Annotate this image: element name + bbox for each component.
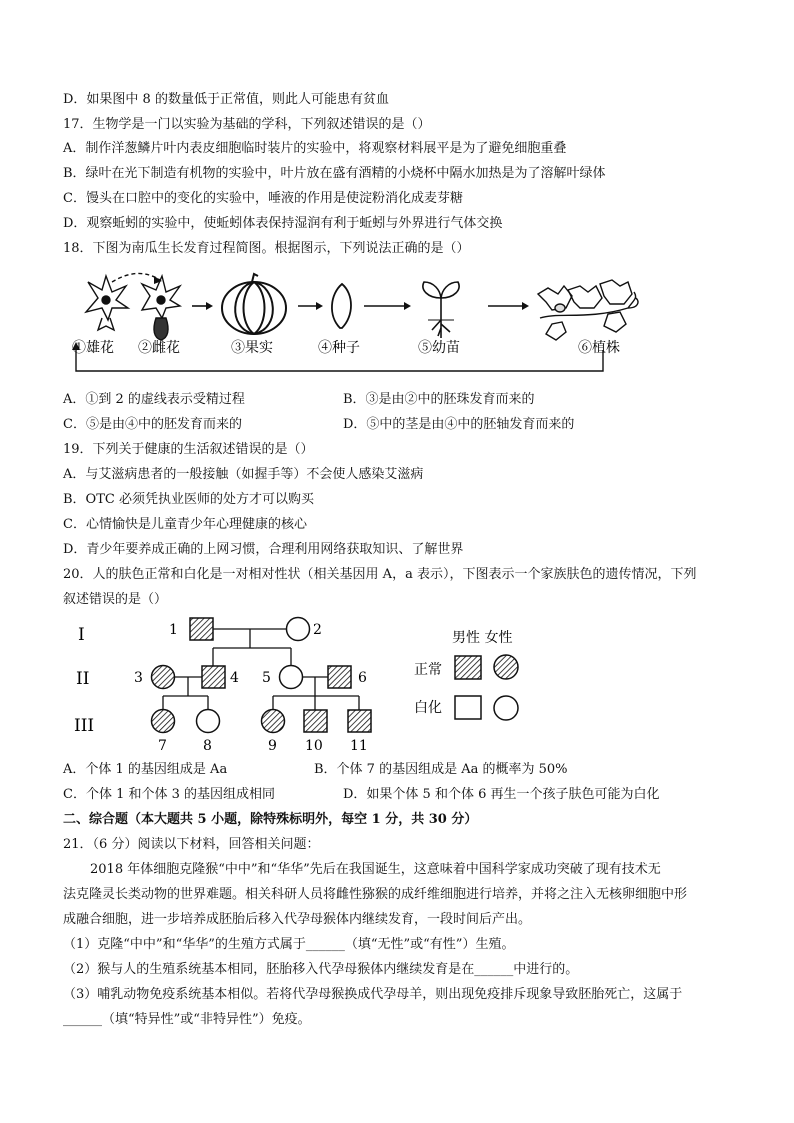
individual-4-normal-male	[202, 666, 225, 688]
pumpkin-fruit-icon	[222, 274, 286, 334]
q17-option-a: A．制作洋葱鳞片叶内表皮细胞临时装片的实验中，将观察材料展平是为了避免细胞重叠	[63, 141, 567, 156]
q19-option-a: A．与艾滋病患者的一般接触（如握手等）不会使人感染艾滋病	[63, 467, 424, 482]
q17-option-d: D．观察蚯蚓的实验中，使蚯蚓体表保持湿润有利于蚯蚓与外界进行气体交换	[63, 216, 503, 231]
q16-option-d: D．如果图中 8 的数量低于正常值，则此人可能患有贫血	[63, 92, 389, 107]
gen-label-iii: III	[74, 716, 95, 736]
q21-paragraph-line2: 法克隆灵长类动物的世界难题。相关科研人员将雌性猕猴的成纤维细胞进行培养，并将之注入无核卵细胞中形	[63, 887, 688, 902]
id-1: 1	[169, 622, 178, 638]
label-fruit: ③果实	[231, 340, 273, 356]
label-male-flower: ①雄花	[72, 340, 114, 356]
label-plant: ⑥植株	[578, 340, 620, 356]
arrowhead-4	[522, 302, 529, 310]
id-11: 11	[350, 738, 368, 754]
q17-option-b: B．绿叶在光下制造有机物的实验中，叶片放在盛有酒精的小烧杯中隔水加热是为了溶解叶绿体	[63, 166, 606, 181]
id-8: 8	[203, 738, 212, 754]
q21-sub3-line2: ______（填“特异性”或“非特异性”）免疫。	[63, 1012, 311, 1027]
arrowhead-1	[206, 302, 213, 310]
individual-7-normal-female	[152, 710, 175, 733]
legend-albino-male	[455, 696, 481, 719]
q21-sub2: （2）猴与人的生殖系统基本相同，胚胎移入代孕母猴体内继续发育是在______中进行的。	[63, 962, 579, 977]
q20-option-c: C．个体 1 和个体 3 的基因组成相同	[63, 787, 276, 802]
individual-9-normal-female	[262, 710, 285, 733]
gen-label-ii: II	[76, 669, 90, 689]
individual-5-albino-female	[280, 666, 303, 689]
q20-option-d: D．如果个体 5 和个体 6 再生一个孩子肤色可能为白化	[343, 787, 660, 802]
id-3: 3	[134, 670, 143, 686]
q18-option-b: B．③是由②中的胚珠发育而来的	[343, 392, 535, 407]
individual-6-normal-male	[328, 666, 351, 688]
q18-option-c: C．⑤是由④中的胚发育而来的	[63, 417, 242, 432]
q19-option-c: C．心情愉快是儿童青少年心理健康的核心	[63, 517, 307, 532]
q20-option-b: B．个体 7 的基因组成是 Aa 的概率为 50%	[314, 762, 568, 777]
id-6: 6	[358, 670, 367, 686]
q21-paragraph-line1: 2018 年体细胞克隆猴“中中”和“华华”先后在我国诞生，这意味着中国科学家成功突破了现有技术无	[90, 862, 661, 877]
q21-stem: 21．（6 分）阅读以下材料，回答相关问题：	[63, 837, 320, 852]
id-7: 7	[158, 738, 167, 754]
pedigree-figure	[72, 614, 522, 754]
id-5: 5	[262, 670, 271, 686]
section-2-heading: 二、综合题（本大题共 5 小题，除特殊标明外，每空 1 分，共 30 分）	[63, 812, 478, 827]
pumpkin-lifecycle-figure	[68, 268, 643, 378]
q20-option-a: A．个体 1 的基因组成是 Aa	[63, 762, 228, 777]
q21-paragraph-line3: 成融合细胞，进一步培养成胚胎后移入代孕母猴体内继续发育，一段时间后产出。	[63, 912, 532, 927]
id-2: 2	[313, 622, 322, 638]
arrowhead-2	[316, 302, 323, 310]
individual-2-albino-female	[287, 618, 310, 641]
male-flower-icon	[86, 276, 128, 330]
label-female-flower: ②雌花	[138, 340, 180, 356]
legend-normal-male	[455, 656, 481, 679]
q19-option-d: D．青少年要养成正确的上网习惯，合理利用网络获取知识、了解世界	[63, 542, 464, 557]
individual-3-normal-female	[152, 666, 175, 689]
legend-albino-label: 白化	[414, 700, 442, 716]
gen-label-i: I	[78, 625, 85, 645]
legend-normal-label: 正常	[414, 662, 442, 678]
legend-albino-female	[494, 696, 518, 720]
individual-8-albino-female	[197, 710, 220, 733]
q18-option-a: A．①到 2 的虚线表示受精过程	[63, 392, 245, 407]
q19-option-b: B．OTC 必须凭执业医师的处方才可以购买	[63, 492, 314, 507]
q17-stem: 17．生物学是一门以实验为基础的学科，下列叙述错误的是（）	[63, 117, 431, 132]
individual-11-normal-male	[348, 710, 371, 732]
legend-header: 男性 女性	[452, 630, 513, 646]
q21-sub3-line1: （3）哺乳动物免疫系统基本相似。若将代孕母猴换成代孕母羊，则出现免疫排斥现象导致胚胎死亡，这属于	[63, 987, 683, 1002]
label-seedling: ⑤幼苗	[418, 340, 460, 356]
legend-normal-female	[494, 655, 518, 679]
pumpkin-plant-icon	[538, 280, 638, 340]
q17-option-c: C．馒头在口腔中的变化的实验中，唾液的作用是使淀粉消化成麦芽糖	[63, 191, 463, 206]
q20-stem-line1: 20．人的肤色正常和白化是一对相对性状（相关基因用 A，a 表示），下图表示一个家族肤色的遗传情况，下列	[63, 567, 697, 582]
female-flower-icon	[142, 276, 180, 340]
q18-option-d: D．⑤中的茎是由④中的胚轴发育而来的	[343, 417, 575, 432]
q21-sub1: （1）克隆“中中”和“华华”的生殖方式属于______（填“无性”或“有性”）生殖。	[63, 937, 515, 952]
individual-1-normal-male	[190, 618, 213, 640]
seed-icon	[332, 284, 351, 328]
q19-stem: 19．下列关于健康的生活叙述错误的是（）	[63, 442, 314, 457]
label-seed: ④种子	[318, 340, 360, 356]
individual-10-normal-male	[304, 710, 327, 732]
seedling-icon	[423, 282, 459, 338]
id-4: 4	[230, 670, 239, 686]
id-9: 9	[268, 738, 277, 754]
q18-stem: 18．下图为南瓜生长发育过程简图。根据图示，下列说法正确的是（）	[63, 241, 470, 256]
q20-stem-line2: 叙述错误的是（）	[63, 592, 168, 607]
id-10: 10	[305, 738, 323, 754]
arrowhead-3	[404, 302, 411, 310]
pollination-dashed-arrow	[112, 273, 160, 282]
